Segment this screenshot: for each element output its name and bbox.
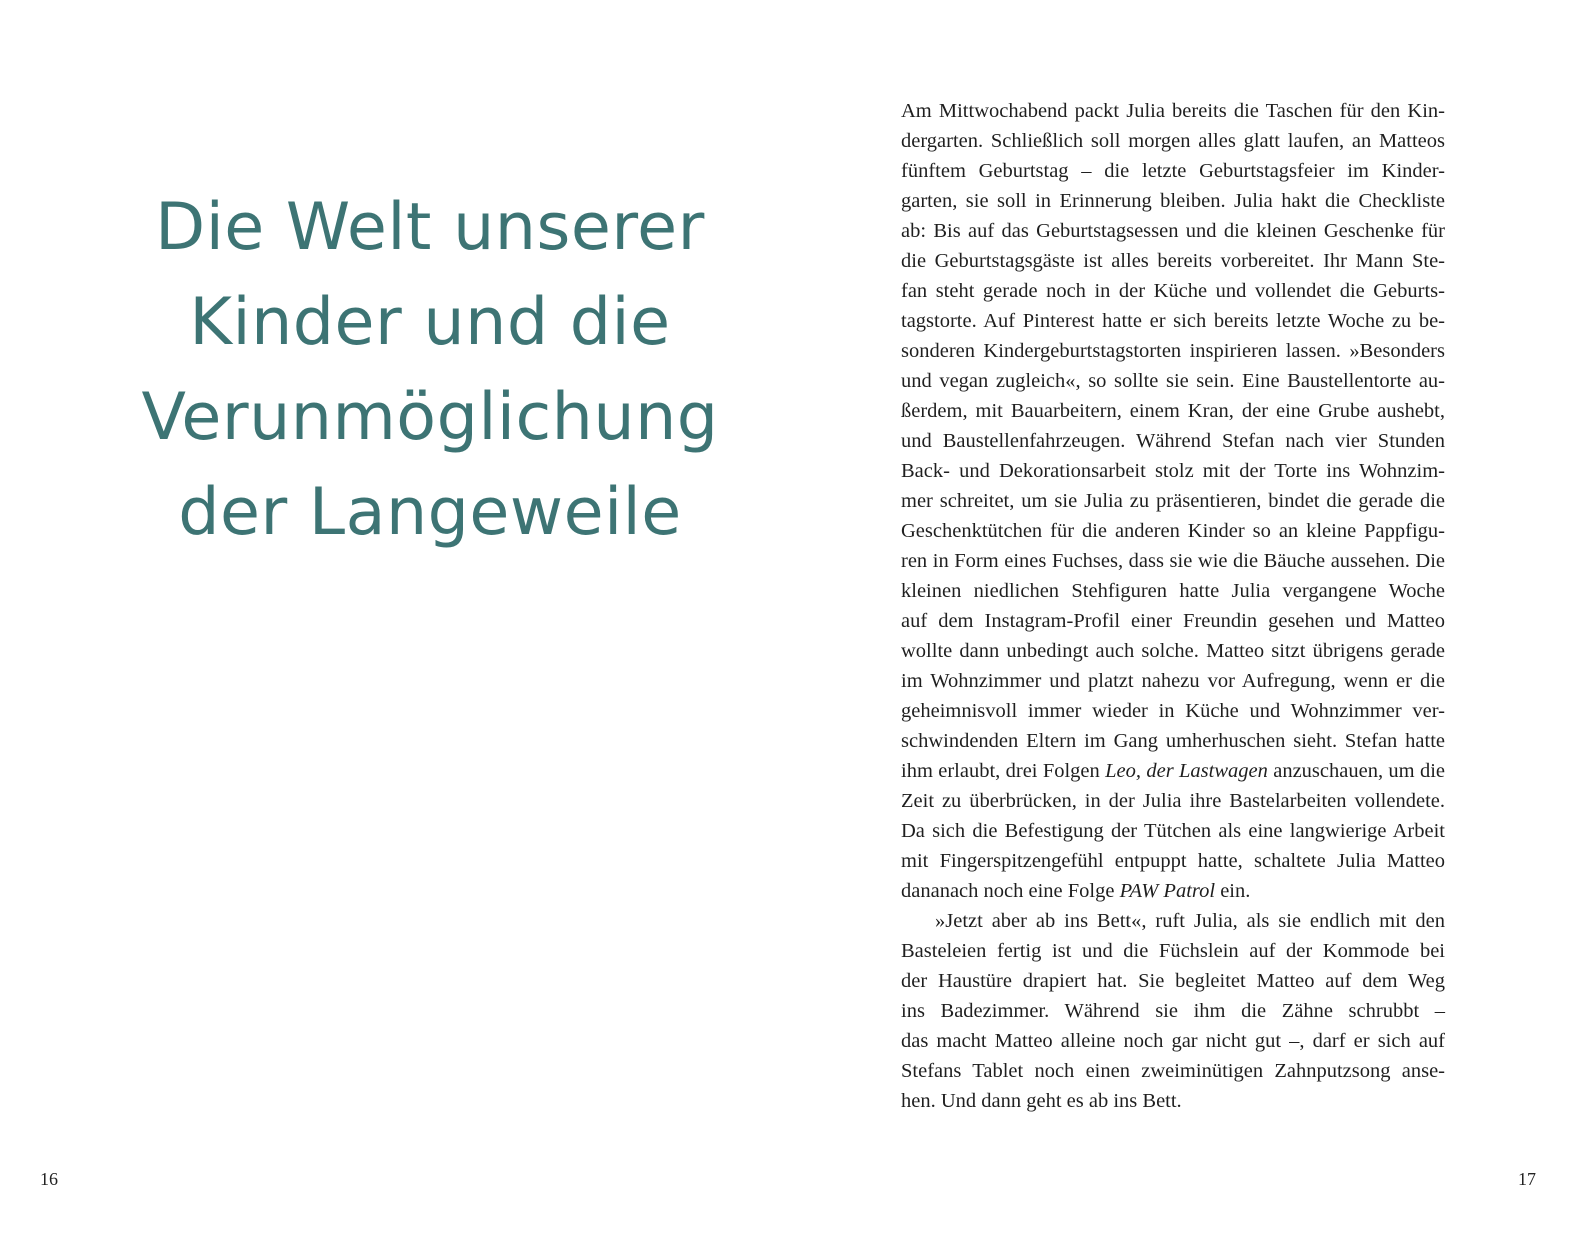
chapter-title xyxy=(110,180,750,560)
body-text xyxy=(901,96,1445,1116)
text-line-with-title xyxy=(901,756,1445,786)
show-title-leo: Leo, der Lastwagen xyxy=(1105,760,1268,782)
text-line: ren in Form eines Fuchses, dass sie wie die Bäuche aussehen. Die xyxy=(901,550,1445,572)
text-line: das macht Matteo alleine noch gar nicht gut –, darf er sich auf xyxy=(901,1030,1445,1052)
text-line: auf dem Instagram-Profil einer Freundin gesehen und Matteo xyxy=(901,610,1445,632)
text-line: sonderen Kindergeburtstagstorten inspirieren lassen. »Besonders xyxy=(901,340,1445,362)
text-line: garten, sie soll in Erinnerung bleiben. Julia hakt die Checkliste xyxy=(901,190,1445,212)
text-line: fünftem Geburtstag – die letzte Geburtstagsfeier im Kinder- xyxy=(901,160,1445,182)
chapter-title-line: Kinder und die xyxy=(189,285,671,360)
text-line: geheimnisvoll immer wieder in Küche und Wohnzimmer ver- xyxy=(901,700,1445,722)
text-line: Stefans Tablet noch einen zweiminütigen Zahnputzsong anse- xyxy=(901,1060,1445,1082)
text-line-with-title xyxy=(901,876,1445,906)
paragraph-1 xyxy=(901,96,1445,906)
text-line: kleinen niedlichen Stehfiguren hatte Julia vergangene Woche xyxy=(901,580,1445,602)
text-line: »Jetzt aber ab ins Bett«, ruft Julia, als sie endlich mit den xyxy=(935,910,1445,932)
page-number-left: 16 xyxy=(40,1169,58,1189)
text-segment: anzuschauen, um die xyxy=(1267,760,1445,782)
text-line: Geschenktütchen für die anderen Kinder so an kleine Pappfigu- xyxy=(901,520,1445,542)
text-line: tagstorte. Auf Pinterest hatte er sich bereits letzte Woche zu be- xyxy=(901,310,1445,332)
text-line: schwindenden Eltern im Gang umherhuschen sieht. Stefan hatte xyxy=(901,730,1445,752)
text-line: mit Fingerspitzengefühl entpuppt hatte, schaltete Julia Matteo xyxy=(901,850,1445,872)
paragraph-2 xyxy=(901,906,1445,1116)
text-line: der Haustüre drapiert hat. Sie begleitet Matteo auf dem Weg xyxy=(901,970,1445,992)
text-line: ab: Bis auf das Geburtstagsessen und die kleinen Geschenke für xyxy=(901,220,1445,242)
text-line: Da sich die Befestigung der Tütchen als eine langwierige Arbeit xyxy=(901,820,1445,842)
text-line: und vegan zugleich«, so sollte sie sein. Eine Baustellentorte au- xyxy=(901,370,1445,392)
text-segment: ein. xyxy=(1215,880,1251,902)
text-line: wollte dann unbedingt auch solche. Matteo sitzt übrigens gerade xyxy=(901,640,1445,662)
text-line: ins Badezimmer. Während sie ihm die Zähne schrubbt – xyxy=(901,1000,1445,1022)
show-title-paw-patrol: PAW Patrol xyxy=(1119,880,1216,902)
text-line: Back- und Dekorationsarbeit stolz mit der Torte ins Wohnzim- xyxy=(901,460,1445,482)
text-line: ßerdem, mit Bauarbeitern, einem Kran, der eine Grube aushebt, xyxy=(901,400,1445,422)
text-line: Zeit zu überbrücken, in der Julia ihre Bastelarbeiten vollendete. xyxy=(901,790,1445,812)
chapter-title-line: Verunmöglichung xyxy=(141,380,719,455)
text-line: Basteleien fertig ist und die Füchslein auf der Kommode bei xyxy=(901,940,1445,962)
text-line: hen. Und dann geht es ab ins Bett. xyxy=(901,1090,1182,1112)
text-segment: ihm erlaubt, drei Folgen xyxy=(901,760,1106,782)
text-line: im Wohnzimmer und platzt nahezu vor Aufregung, wenn er die xyxy=(901,670,1445,692)
chapter-title-line: der Langeweile xyxy=(178,475,682,550)
chapter-title-line: Die Welt unserer xyxy=(155,190,705,265)
text-line: dergarten. Schließlich soll morgen alles glatt laufen, an Matteos xyxy=(901,130,1445,152)
page-number-right: 17 xyxy=(1518,1169,1536,1189)
text-line: mer schreitet, um sie Julia zu präsentieren, bindet die gerade die xyxy=(901,490,1445,512)
text-line: fan steht gerade noch in der Küche und vollendet die Geburts- xyxy=(901,280,1445,302)
text-line: Am Mittwochabend packt Julia bereits die Taschen für den Kin- xyxy=(901,100,1445,122)
text-segment: dananach noch eine Folge xyxy=(901,880,1120,902)
text-line: die Geburtstagsgäste ist alles bereits vorbereitet. Ihr Mann Ste- xyxy=(901,250,1445,272)
text-line: und Baustellenfahrzeugen. Während Stefan nach vier Stunden xyxy=(901,430,1445,452)
right-page xyxy=(797,0,1594,1240)
